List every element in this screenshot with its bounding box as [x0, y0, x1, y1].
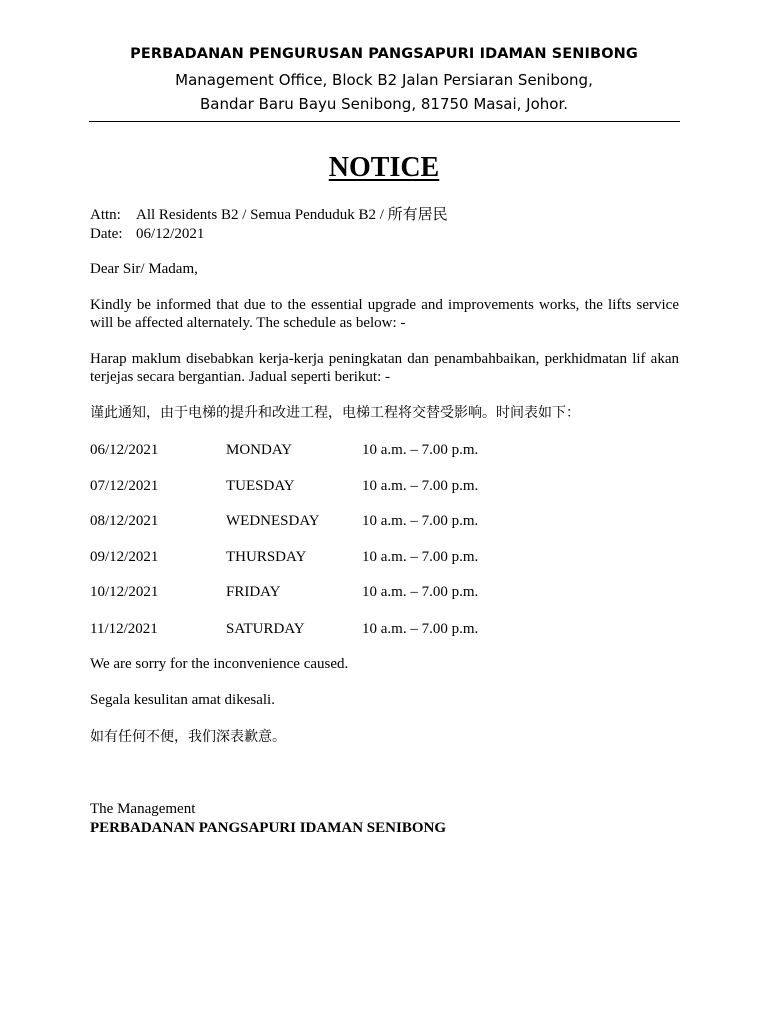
- schedule-time: 10 a.m. – 7.00 p.m.: [362, 621, 479, 637]
- paragraph-chinese: 谨此通知，由于电梯的提升和改进工程，电梯工程将交替受影响。时间表如下：: [90, 405, 580, 421]
- schedule-time: 10 a.m. – 7.00 p.m.: [362, 442, 479, 458]
- schedule-day: THURSDAY: [226, 549, 307, 565]
- schedule-day: FRIDAY: [226, 584, 281, 600]
- schedule-day: MONDAY: [226, 442, 293, 458]
- attn-value: All Residents B2 / Semua Penduduk B2 / 所有居民: [136, 207, 448, 223]
- schedule-date: 07/12/2021: [90, 478, 159, 494]
- date-value: 06/12/2021: [136, 226, 205, 242]
- letterhead-address-line1: Management Office, Block B2 Jalan Persiaran Senibong,: [175, 71, 593, 89]
- letterhead-org-name: PERBADANAN PENGURUSAN PANGSAPURI IDAMAN SENIBONG: [130, 46, 638, 62]
- letterhead-address-line2: Bandar Baru Bayu Senibong, 81750 Masai, Johor.: [199, 95, 569, 113]
- schedule-time: 10 a.m. – 7.00 p.m.: [362, 513, 479, 529]
- schedule-date: 08/12/2021: [90, 513, 159, 529]
- salutation: Dear Sir/ Madam,: [90, 261, 198, 277]
- apology-english: We are sorry for the inconvenience caused.: [90, 656, 349, 672]
- schedule-date: 11/12/2021: [90, 621, 158, 637]
- paragraph-english: Kindly be informed that due to the essential upgrade and improvements works, the lifts service will be affected alternately. The schedule as below: -: [90, 297, 679, 331]
- signoff-org-name: PERBADANAN PANGSAPURI IDAMAN SENIBONG: [90, 820, 446, 836]
- schedule-date: 10/12/2021: [90, 584, 159, 600]
- paragraph-malay: Harap maklum disebabkan kerja-kerja peningkatan dan penambahbaikan, perkhidmatan lif akan terjejas secara bergantian. Jadual seperti berikut: -: [90, 351, 679, 385]
- signoff-management: The Management: [90, 801, 196, 817]
- schedule-day: SATURDAY: [226, 621, 305, 637]
- apology-malay: Segala kesulitan amat dikesali.: [90, 692, 275, 708]
- schedule-time: 10 a.m. – 7.00 p.m.: [362, 478, 479, 494]
- notice-title: NOTICE: [328, 152, 440, 183]
- schedule-day: TUESDAY: [226, 478, 295, 494]
- date-label: Date:: [90, 226, 123, 242]
- attn-label: Attn:: [90, 207, 121, 223]
- schedule-time: 10 a.m. – 7.00 p.m.: [362, 584, 479, 600]
- schedule-date: 06/12/2021: [90, 442, 159, 458]
- schedule-date: 09/12/2021: [90, 549, 159, 565]
- schedule-time: 10 a.m. – 7.00 p.m.: [362, 549, 479, 565]
- apology-chinese: 如有任何不便，我们深表歉意。: [90, 729, 286, 745]
- letterhead-divider: [89, 121, 680, 122]
- schedule-day: WEDNESDAY: [226, 513, 320, 529]
